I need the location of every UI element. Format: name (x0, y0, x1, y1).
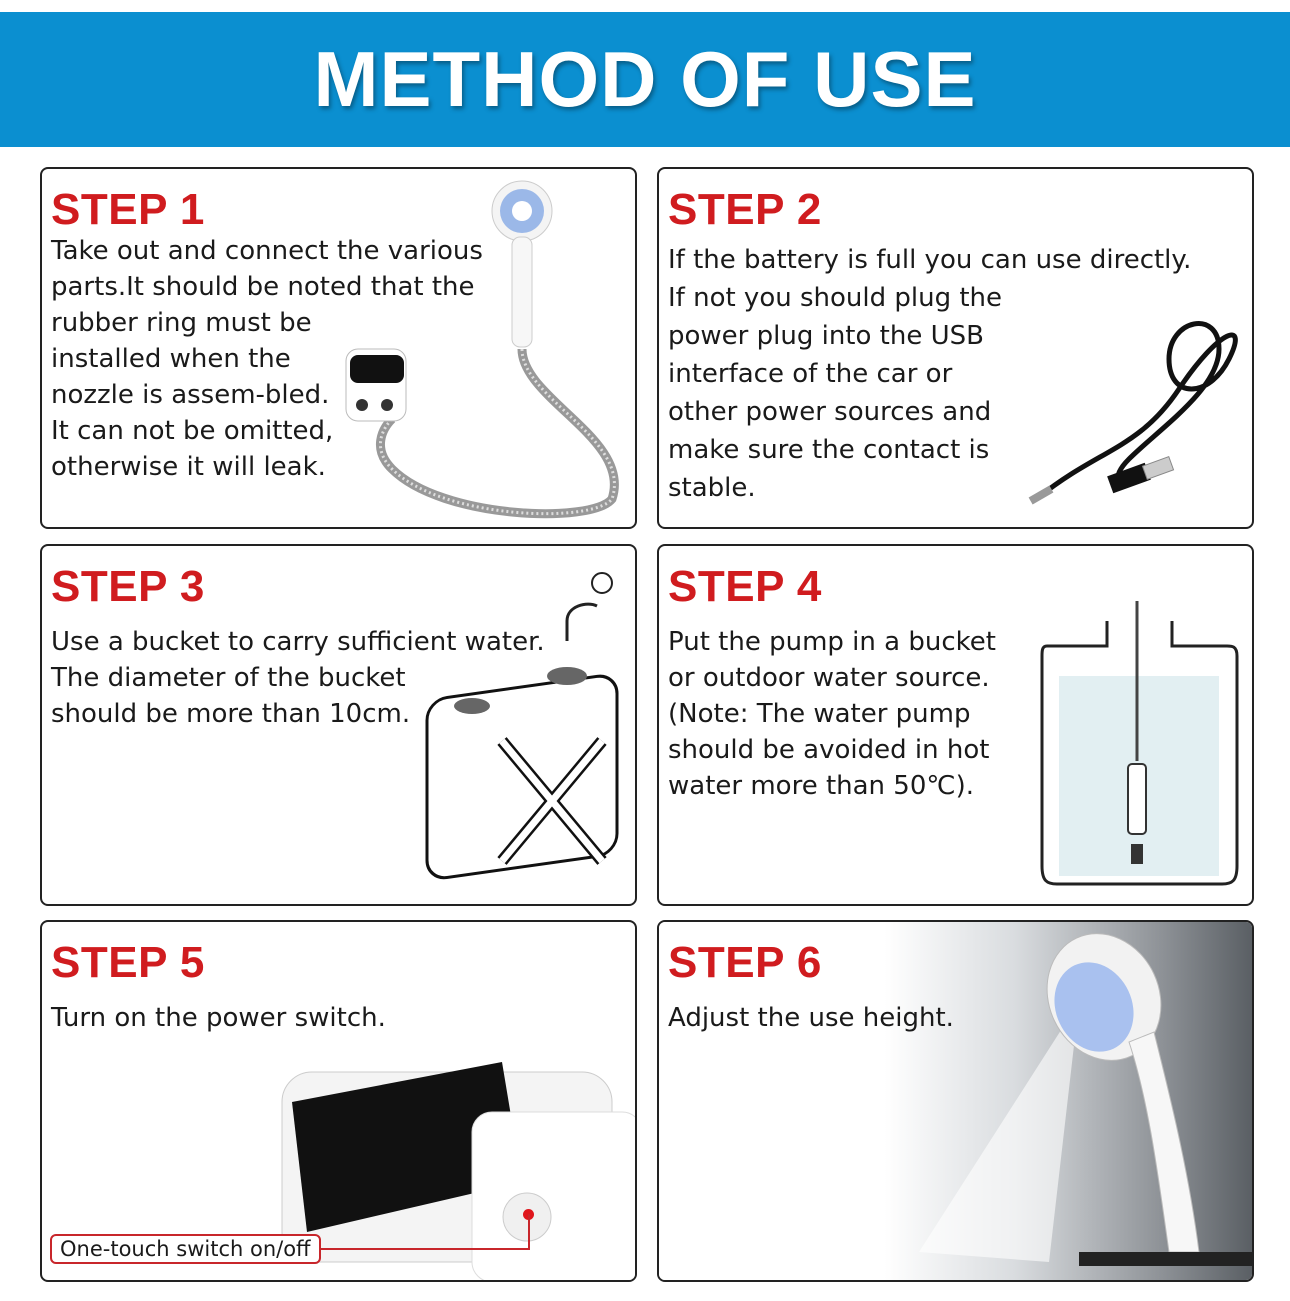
step-text: Take out and connect the various parts.It should be noted that the rubber ring must be installed when the nozzle is assem-bled. It can not be omitted, otherwise it will leak. (51, 236, 483, 482)
step-1-panel (40, 167, 637, 529)
step-label: STEP 6 (668, 938, 822, 987)
step-text: Adjust the use height. (668, 1003, 954, 1033)
step-text: Turn on the power switch. (51, 1003, 386, 1033)
switch-callout-label: One-touch switch on/off (50, 1234, 321, 1264)
step-6-panel (657, 920, 1254, 1282)
callout-line (528, 1214, 530, 1250)
step-text: If the battery is full you can use directly. If not you should plug the power plug into the USB interface of the car or other power sources and make sure the contact is stable. (668, 245, 1192, 503)
step-text: Use a bucket to carry sufficient water. The diameter of the bucket should be more than 10cm. (51, 627, 545, 729)
step-label: STEP 3 (51, 562, 205, 611)
title-banner (0, 12, 1290, 147)
step-2-panel (657, 167, 1254, 529)
step-label: STEP 2 (668, 185, 822, 234)
step-3-panel (40, 544, 637, 906)
page-title: METHOD OF USE (313, 35, 977, 123)
pump-in-bucket-diagram (1037, 596, 1242, 888)
step-label: STEP 5 (51, 938, 205, 987)
step-label: STEP 1 (51, 185, 205, 234)
shower-head-spray-image (879, 922, 1254, 1282)
step-4-panel (657, 544, 1254, 906)
step-text: Put the pump in a bucket or outdoor water source. (Note: The water pump should be avoided in hot water more than 50℃). (668, 627, 996, 801)
step-5-panel (40, 920, 637, 1282)
callout-line (318, 1248, 530, 1250)
step-label: STEP 4 (668, 562, 822, 611)
